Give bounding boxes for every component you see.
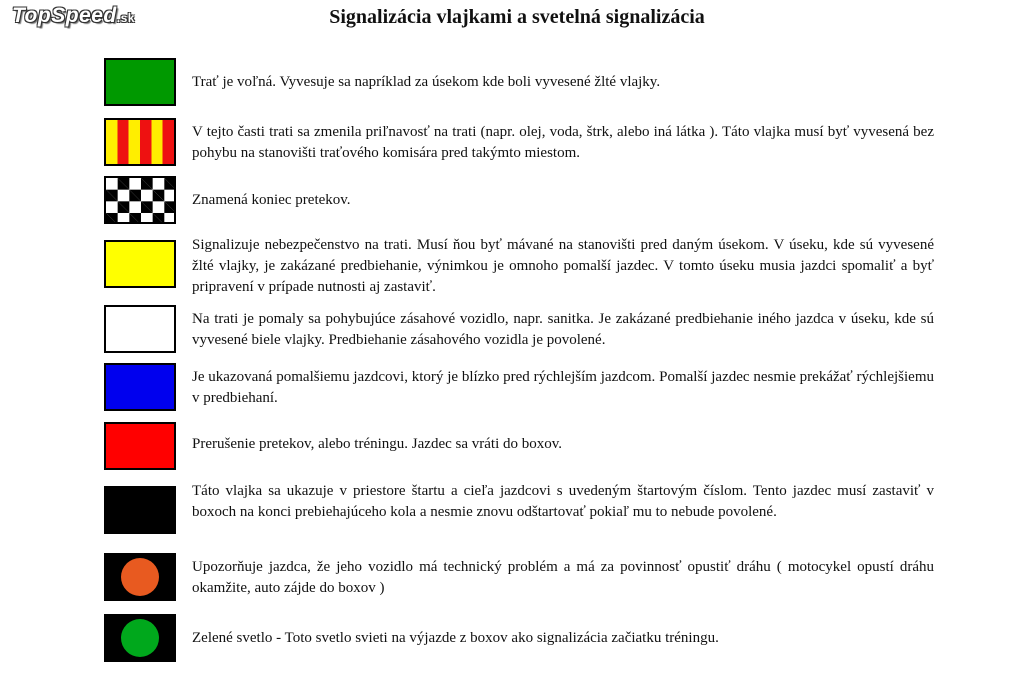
item-description-bold: Zelené svetlo - — [192, 630, 285, 646]
logo-suffix: .sk — [116, 11, 135, 25]
blue-flag-icon — [104, 363, 176, 411]
checkered-flag-icon — [104, 176, 176, 224]
green-light-icon — [104, 614, 176, 662]
item-description: Táto vlajka sa ukazuje v priestore štartu a cieľa jazdcovi s uvedeným štartovým číslom. Tento jazdec musí zastaviť v boxoch na konci prebiehajúceho kola a nesmie znovu odštartovať pokiaľ mu to nebude povolené. — [192, 483, 934, 520]
green-flag-icon — [104, 58, 176, 106]
item-description-rest: Toto svetlo svieti na výjazde z boxov ako signalizácia začiatku tréningu. — [284, 630, 719, 646]
yellow-red-striped-flag-icon — [104, 118, 176, 166]
red-flag-icon — [104, 422, 176, 470]
logo-text: TopSpeed — [12, 4, 117, 27]
white-flag-icon — [104, 305, 176, 353]
page-title: Signalizácia vlajkami a svetelná signalizácia — [329, 6, 705, 28]
orange-light-lamp — [121, 558, 159, 596]
item-description: Trať je voľná. Vyvesuje sa napríklad za úsekom kde boli vyvesené žlté vlajky. — [192, 74, 661, 90]
black-flag-icon — [104, 486, 176, 534]
item-description: Prerušenie pretekov, alebo tréningu. Jazdec sa vráti do boxov. — [192, 436, 563, 452]
item-description — [192, 628, 934, 649]
item-description: V tejto časti trati sa zmenila priľnavosť na trati (napr. olej, voda, štrk, alebo iná látka ). Táto vlajka musí byť vyvesená bez pohybu na stanovišti traťového komisára pred takýmto miestom. — [192, 124, 934, 161]
green-light-lamp — [121, 619, 159, 657]
item-description: Upozorňuje jazdca, že jeho vozidlo má technický problém a má za povinnosť opustiť dráhu ( motocykel opustí dráhu okamžite, auto zájde do boxov ) — [192, 559, 934, 596]
yellow-flag-icon — [104, 240, 176, 288]
orange-light-icon — [104, 553, 176, 601]
item-description: Znamená koniec pretekov. — [192, 192, 351, 208]
item-description: Signalizuje nebezpečenstvo na trati. Musí ňou byť mávané na stanovišti pred daným úsekom. V úseku, kde sú vyvesené žlté vlajky, je zakázané predbiehanie, výnimkou je omnoho pomalší jazdec. V tomto úseku musia jazdci spomaliť a byť pripravení v prípade nutnosti aj zastaviť. — [192, 237, 934, 295]
item-description: Je ukazovaná pomalšiemu jazdcovi, ktorý je blízko pred rýchlejším jazdcom. Pomalší jazdec nesmie prekážať rýchlejšiemu v predbiehaní. — [192, 369, 934, 406]
item-description: Na trati je pomaly sa pohybujúce zásahové vozidlo, napr. sanitka. Je zakázané predbiehanie iného jazdca v úseku, kde sú vyvesené biele vlajky. Predbiehanie zásahového vozidla je povolené. — [192, 311, 934, 348]
